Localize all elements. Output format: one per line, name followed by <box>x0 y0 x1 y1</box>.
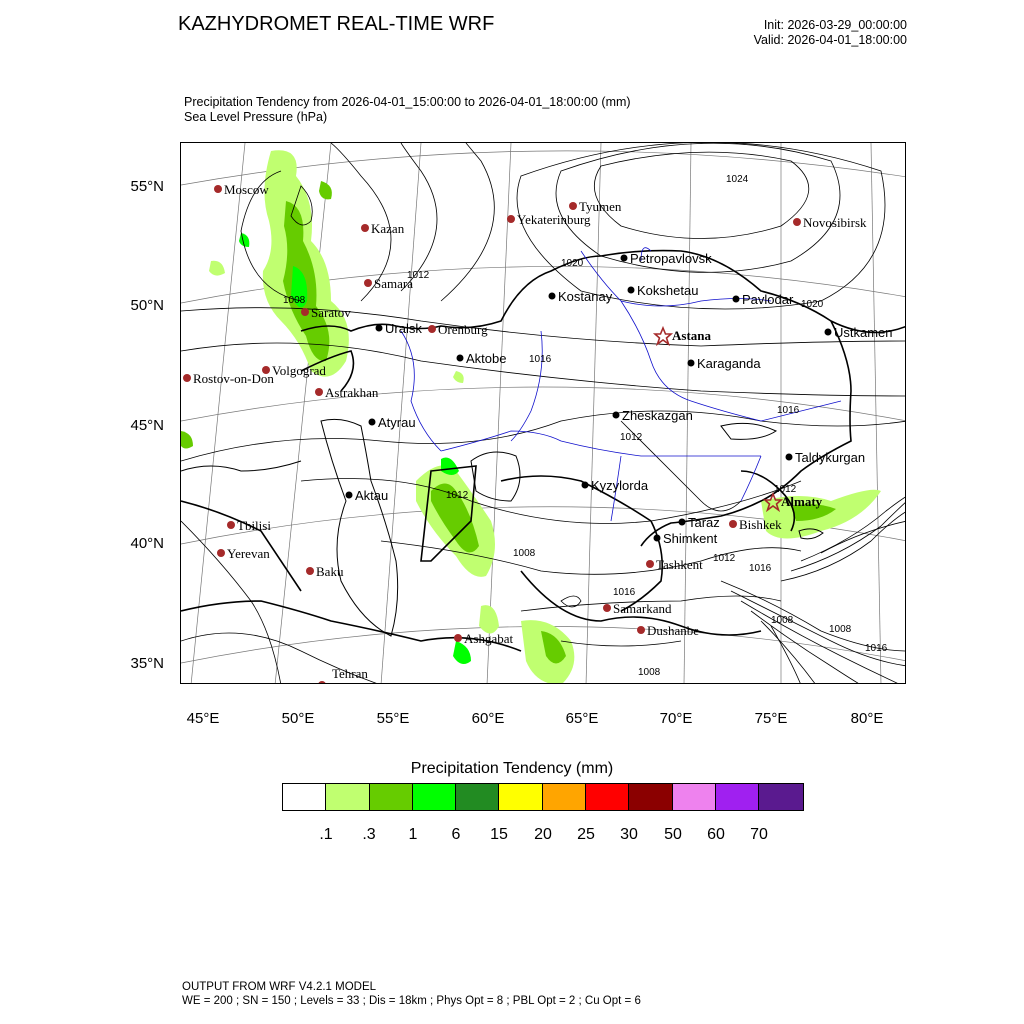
capital-star-astana <box>655 328 671 344</box>
init-time: Init: 2026-03-29_00:00:00 <box>763 18 907 32</box>
city-label-taraz: Taraz <box>688 515 720 530</box>
init-valid-block <box>754 18 907 48</box>
city-marker-aktobe <box>457 355 464 362</box>
city-marker-kostanay <box>549 293 556 300</box>
capital-label-astana: Astana <box>672 328 712 343</box>
city-label-atyrau: Atyrau <box>378 415 416 430</box>
isobar-label: 1012 <box>713 553 736 564</box>
isobar-label: 1016 <box>865 643 888 654</box>
colorbar-swatch <box>673 784 716 810</box>
map-panel <box>180 142 906 684</box>
map-svg <box>181 143 906 684</box>
colorbar-label: .3 <box>362 826 376 843</box>
city-marker-kyzylorda <box>582 482 589 489</box>
city-label-pavlodar: Pavlodar <box>742 292 794 307</box>
colorbar-label: 15 <box>490 826 508 843</box>
city-label-aktobe: Aktobe <box>466 351 507 366</box>
lat-label: 35°N <box>130 655 164 672</box>
city-label-moscow: Moscow <box>224 182 269 197</box>
city-marker-ustkamen <box>825 329 832 336</box>
isobar-labels <box>283 174 888 678</box>
city-marker-kazan <box>361 224 369 232</box>
isobar-label: 1012 <box>620 432 643 443</box>
lon-label: 70°E <box>659 710 693 727</box>
isobar-label: 1008 <box>638 667 661 678</box>
lon-label: 50°E <box>281 710 315 727</box>
city-label-tehran: Tehran <box>332 666 368 681</box>
colorbar-swatch <box>326 784 369 810</box>
colorbar-swatch <box>586 784 629 810</box>
colorbar <box>282 783 804 811</box>
city-marker-yekaterinburg <box>507 215 515 223</box>
isobar-label: 1024 <box>726 174 749 185</box>
city-marker-bishkek <box>729 520 737 528</box>
city-marker-moscow <box>214 185 222 193</box>
isobar-label: 1008 <box>771 615 794 626</box>
city-marker-ashgabat <box>454 634 462 642</box>
city-label-uralsk: Uralsk <box>385 321 422 336</box>
lat-label: 50°N <box>130 297 164 314</box>
city-label-kostanay: Kostanay <box>558 289 613 304</box>
city-label-rostov: Rostov-on-Don <box>193 371 274 386</box>
isobar-label: 1008 <box>513 548 536 559</box>
colorbar-swatch <box>543 784 586 810</box>
isobar-label: 1020 <box>801 299 824 310</box>
city-label-aktau: Aktau <box>355 488 389 503</box>
colorbar-label: 20 <box>534 826 552 843</box>
city-label-kyzylorda: Kyzylorda <box>591 478 649 493</box>
city-label-tbilisi: Tbilisi <box>237 518 271 533</box>
city-marker-taraz <box>679 519 686 526</box>
footer-model: OUTPUT FROM WRF V4.2.1 MODEL <box>182 981 377 993</box>
city-label-baku: Baku <box>316 564 344 579</box>
colorbar-swatch <box>629 784 672 810</box>
city-label-kokshetau: Kokshetau <box>637 283 699 298</box>
colorbar-swatch <box>283 784 326 810</box>
colorbar-label: 70 <box>750 826 768 843</box>
city-label-taldykurgan: Taldykurgan <box>795 450 866 465</box>
city-label-petropavlovsk: Petropavlovsk <box>630 251 712 266</box>
city-marker-samarkand <box>603 604 611 612</box>
city-marker-kokshetau <box>628 287 635 294</box>
lon-label: 45°E <box>186 710 220 727</box>
city-marker-atyrau <box>369 419 376 426</box>
capital-label-almaty: Almaty <box>781 494 823 509</box>
isobar-label: 1008 <box>829 624 852 635</box>
city-label-volgograd: Volgograd <box>272 363 326 378</box>
colorbar-swatch <box>716 784 759 810</box>
city-label-yerevan: Yerevan <box>227 546 270 561</box>
city-marker-astrakhan <box>315 388 323 396</box>
city-marker-aktau <box>346 492 353 499</box>
lon-label: 80°E <box>850 710 884 727</box>
colorbar-label: 25 <box>577 826 595 843</box>
city-marker-novosibirsk <box>793 218 801 226</box>
city-label-karaganda: Karaganda <box>697 356 761 371</box>
colorbar-swatch <box>370 784 413 810</box>
isobar-label: 1016 <box>749 563 772 574</box>
chart-title: KAZHYDROMET REAL-TIME WRF <box>178 13 495 35</box>
subtitle-block <box>184 95 631 125</box>
city-label-samarkand: Samarkand <box>613 601 672 616</box>
city-marker-baku <box>306 567 314 575</box>
city-label-tashkent: Tashkent <box>656 557 703 572</box>
city-label-orenburg: Orenburg <box>438 322 488 337</box>
isobar-label: 1012 <box>774 484 797 495</box>
colorbar-label: 60 <box>707 826 725 843</box>
lon-label: 60°E <box>471 710 505 727</box>
colorbar-swatch <box>499 784 542 810</box>
city-label-astrakhan: Astrakhan <box>325 385 379 400</box>
isobar-label: 1016 <box>777 405 800 416</box>
colorbar-label: 30 <box>620 826 638 843</box>
lon-label: 55°E <box>376 710 410 727</box>
city-marker-zheskazgan <box>613 412 620 419</box>
city-marker-tyumen <box>569 202 577 210</box>
city-label-bishkek: Bishkek <box>739 517 782 532</box>
isobar-label: 1020 <box>561 258 584 269</box>
city-label-ustkamen: Ustkamen <box>834 325 893 340</box>
city-marker-saratov <box>301 308 309 316</box>
lat-label: 45°N <box>130 417 164 434</box>
city-marker-shimkent <box>654 535 661 542</box>
city-marker-uralsk <box>376 325 383 332</box>
colorbar-title: Precipitation Tendency (mm) <box>410 760 614 777</box>
city-marker-tashkent <box>646 560 654 568</box>
isobar-label: 1008 <box>283 295 306 306</box>
isobar-label: 1016 <box>613 587 636 598</box>
valid-time: Valid: 2026-04-01_18:00:00 <box>753 33 907 47</box>
lat-label: 40°N <box>130 535 164 552</box>
colorbar-swatch <box>413 784 456 810</box>
colorbar-swatch <box>759 784 802 810</box>
colorbar-label: 6 <box>451 826 461 843</box>
city-label-zheskazgan: Zheskazgan <box>622 408 693 423</box>
city-marker-karaganda <box>688 360 695 367</box>
colorbar-swatch <box>456 784 499 810</box>
colorbar-label: .1 <box>319 826 333 843</box>
subtitle-precip: Precipitation Tendency from 2026-04-01_15:00:00 to 2026-04-01_18:00:00 (mm) <box>184 95 631 109</box>
isobar-label: 1016 <box>529 354 552 365</box>
isobar-label: 1012 <box>446 490 469 501</box>
city-label-dushanbe: Dushanbe <box>647 623 699 638</box>
city-label-shimkent: Shimkent <box>663 531 718 546</box>
footer <box>182 980 641 1008</box>
subtitle-slp: Sea Level Pressure (hPa) <box>184 110 328 124</box>
city-marker-tbilisi <box>227 521 235 529</box>
coastlines <box>181 419 823 636</box>
colorbar-label: 1 <box>408 826 418 843</box>
city-marker-rostov <box>183 374 191 382</box>
city-marker-taldykurgan <box>786 454 793 461</box>
city-label-ashgabat: Ashgabat <box>464 631 514 646</box>
isobar-label: 1012 <box>407 270 430 281</box>
city-marker-tehran <box>318 681 326 684</box>
city-label-novosibirsk: Novosibirsk <box>803 215 867 230</box>
city-label-samara: Samara <box>374 276 413 291</box>
city-marker-dushanbe <box>637 626 645 634</box>
city-label-kazan: Kazan <box>371 221 405 236</box>
city-marker-samara <box>364 279 372 287</box>
city-marker-petropavlovsk <box>621 255 628 262</box>
city-label-tyumen: Tyumen <box>579 199 622 214</box>
lon-label: 65°E <box>565 710 599 727</box>
lat-label: 55°N <box>130 178 164 195</box>
city-marker-pavlodar <box>733 296 740 303</box>
city-label-yekaterinburg: Yekaterinburg <box>517 212 591 227</box>
colorbar-label: 50 <box>664 826 682 843</box>
city-marker-orenburg <box>428 325 436 333</box>
city-label-saratov: Saratov <box>311 305 351 320</box>
footer-params: WE = 200 ; SN = 150 ; Levels = 33 ; Dis = 18km ; Phys Opt = 8 ; PBL Opt = 2 ; Cu Opt = 6 <box>182 995 641 1007</box>
city-marker-yerevan <box>217 549 225 557</box>
lon-label: 75°E <box>754 710 788 727</box>
